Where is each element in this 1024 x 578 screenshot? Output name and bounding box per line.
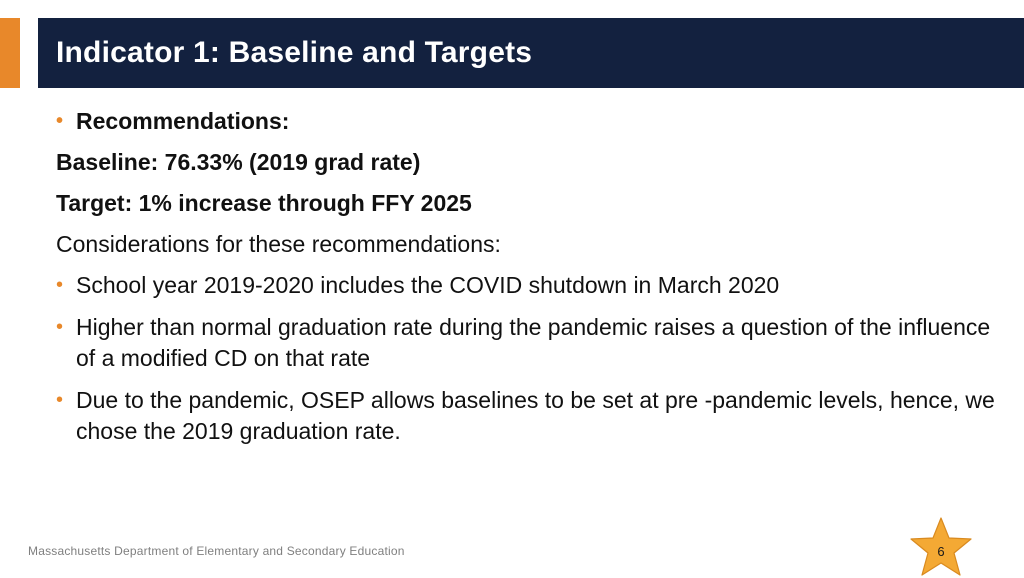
- considerations-heading: Considerations for these recommendations:: [56, 231, 501, 257]
- consideration-text: Due to the pandemic, OSEP allows baselines to be set at pre -pandemic levels, hence, we chose the 2019 graduation rate.: [76, 387, 995, 444]
- bullet-icon: •: [56, 274, 64, 296]
- consideration-item: [56, 312, 1006, 374]
- bullet-icon: •: [56, 316, 64, 338]
- bullet-icon: •: [56, 110, 64, 132]
- footer-organization: Massachusetts Department of Elementary and Secondary Education: [28, 544, 405, 558]
- page-number: 6: [937, 544, 945, 559]
- recommendations-item: [56, 106, 1006, 137]
- recommendations-label: Recommendations:: [76, 108, 290, 134]
- title-accent-bar: [0, 18, 20, 88]
- consideration-text: School year 2019-2020 includes the COVID shutdown in March 2020: [76, 272, 780, 298]
- baseline-line: Baseline: 76.33% (2019 grad rate): [56, 149, 421, 175]
- consideration-item: [56, 385, 1006, 447]
- consideration-item: [56, 270, 1006, 301]
- consideration-text: Higher than normal graduation rate during the pandemic raises a question of the influence of a modified CD on that rate: [76, 314, 991, 371]
- target-line: Target: 1% increase through FFY 2025: [56, 190, 472, 216]
- slide-title: Indicator 1: Baseline and Targets: [56, 36, 533, 69]
- bullet-icon: •: [56, 389, 64, 411]
- slide-body: [56, 106, 1006, 447]
- title-bar: [38, 18, 1024, 88]
- page-number-badge: [908, 516, 974, 578]
